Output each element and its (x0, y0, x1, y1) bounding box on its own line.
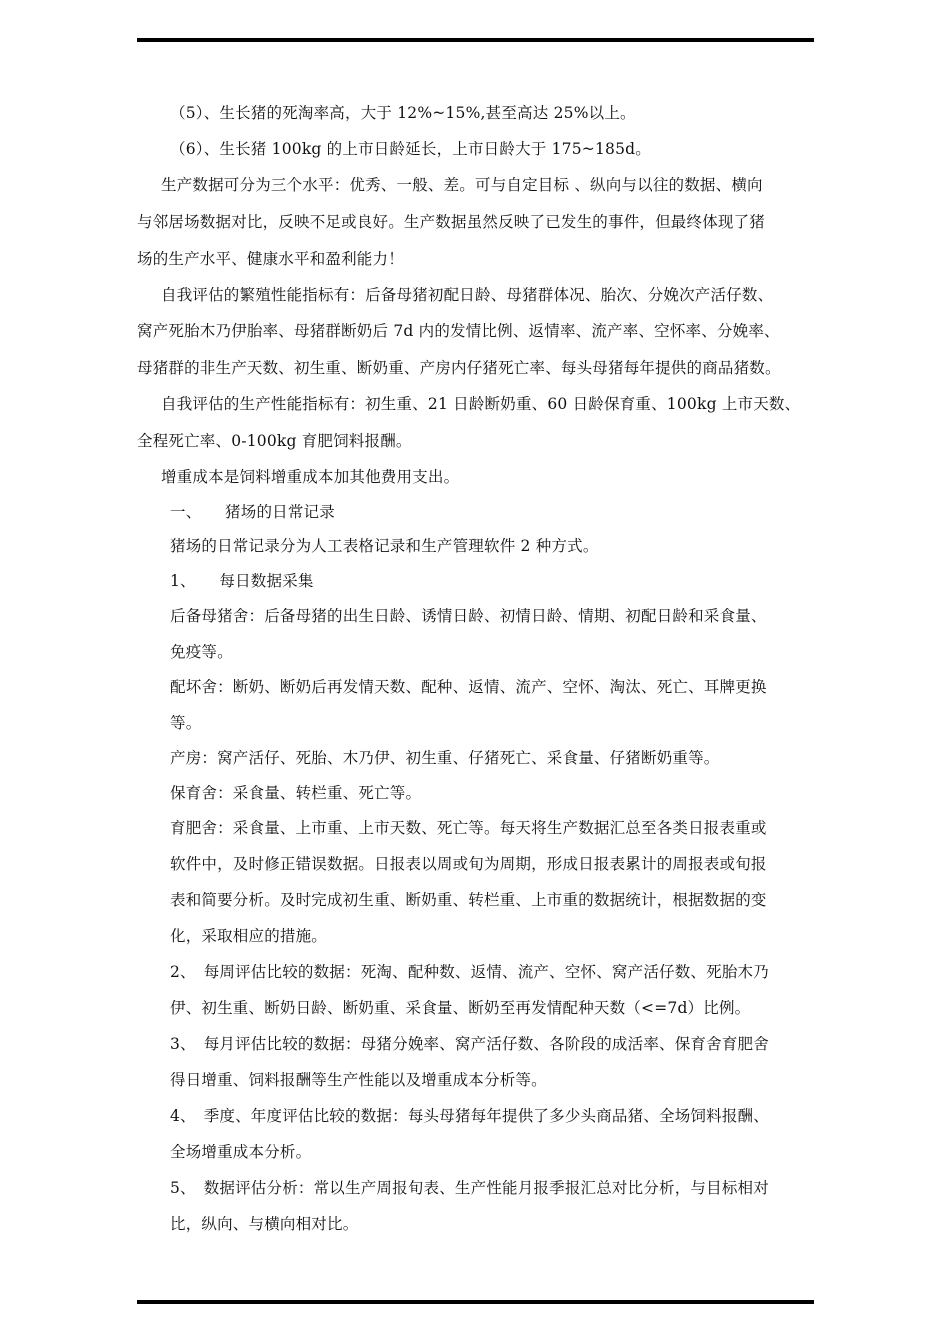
subsection-heading: 1、 每日数据采集 (170, 572, 314, 590)
paragraph-line: 窝产死胎木乃伊胎率、母猪群断奶后 7d 内的发情比例、返情率、流产率、空怀率、分娩率、 (137, 322, 780, 340)
paragraph-line: 自我评估的繁殖性能指标有：后备母猪初配日龄、母猪群体况、胎次、分娩次产活仔数、 (161, 286, 774, 304)
paragraph-line: 保育舍：采食量、转栏重、死亡等。 (170, 784, 422, 802)
paragraph-line: 3、 每月评估比较的数据：母猪分娩率、窝产活仔数、各阶段的成活率、保育舍育肥舍 (170, 1035, 769, 1053)
paragraph-line: 配坏舍：断奶、断奶后再发情天数、配种、返情、流产、空怀、淘汰、死亡、耳牌更换 (170, 678, 767, 696)
paragraph-line: 2、 每周评估比较的数据：死淘、配种数、返情、流产、空怀、窝产活仔数、死胎木乃 (170, 963, 769, 981)
paragraph-line: 等。 (170, 714, 202, 732)
paragraph-line: 母猪群的非生产天数、初生重、断奶重、产房内仔猪死亡率、每头母猪每年提供的商品猪数。 (137, 359, 781, 377)
footer-rule (137, 1300, 814, 1304)
paragraph-line: 伊、初生重、断奶日龄、断奶重、采食量、断奶至再发情配种天数（<=7d）比例。 (170, 999, 751, 1017)
paragraph-line: 5、 数据评估分析：常以生产周报旬表、生产性能月报季报汇总对比分析，与目标相对 (170, 1179, 769, 1197)
paragraph-line: （6）、生长猪 100kg 的上市日龄延长，上市日龄大于 175~185d。 (170, 140, 651, 158)
paragraph-line: 全程死亡率、0-100kg 育肥饲料报酬。 (137, 432, 412, 450)
header-rule (137, 38, 814, 42)
paragraph-line: 化，采取相应的措施。 (170, 927, 328, 945)
paragraph-line: 4、 季度、年度评估比较的数据：每头母猪每年提供了多少头商品猪、全场饲料报酬、 (170, 1107, 769, 1125)
paragraph-line: 自我评估的生产性能指标有：初生重、21 日龄断奶重、60 日龄保育重、100kg 上市天数、 (161, 395, 801, 413)
paragraph-line: 与邻居场数据对比，反映不足或良好。生产数据虽然反映了已发生的事件，但最终体现了猪 (137, 213, 766, 231)
paragraph-line: 产房：窝产活仔、死胎、木乃伊、初生重、仔猪死亡、采食量、仔猪断奶重等。 (170, 749, 720, 767)
paragraph-line: 育肥舍：采食量、上市重、上市天数、死亡等。每天将生产数据汇总至各类日报表重或 (170, 819, 767, 837)
paragraph-line: 软件中，及时修正错误数据。日报表以周或旬为周期，形成日报表累计的周报表或旬报 (170, 855, 767, 873)
paragraph-line: 猪场的日常记录分为人工表格记录和生产管理软件 2 种方式。 (170, 537, 599, 555)
section-heading: 一、 猪场的日常记录 (170, 503, 335, 521)
paragraph-line: （5）、生长猪的死淘率高，大于 12%~15%,甚至高达 25%以上。 (170, 104, 636, 122)
paragraph-line: 场的生产水平、健康水平和盈利能力！ (137, 250, 404, 268)
paragraph-line: 全场增重成本分析。 (170, 1143, 312, 1161)
paragraph-line: 免疫等。 (170, 643, 233, 661)
paragraph-line: 增重成本是饲料增重成本加其他费用支出。 (161, 468, 460, 486)
paragraph-line: 生产数据可分为三个水平：优秀、一般、差。可与自定目标 、纵向与以往的数据、横向 (161, 176, 763, 194)
paragraph-line: 比，纵向、与横向相对比。 (170, 1215, 359, 1233)
paragraph-line: 表和简要分析。及时完成初生重、断奶重、转栏重、上市重的数据统计，根据数据的变 (170, 891, 767, 909)
paragraph-line: 得日增重、饲料报酬等生产性能以及增重成本分析等。 (170, 1071, 547, 1089)
paragraph-line: 后备母猪舍：后备母猪的出生日龄、诱情日龄、初情日龄、情期、初配日龄和采食量、 (170, 607, 767, 625)
